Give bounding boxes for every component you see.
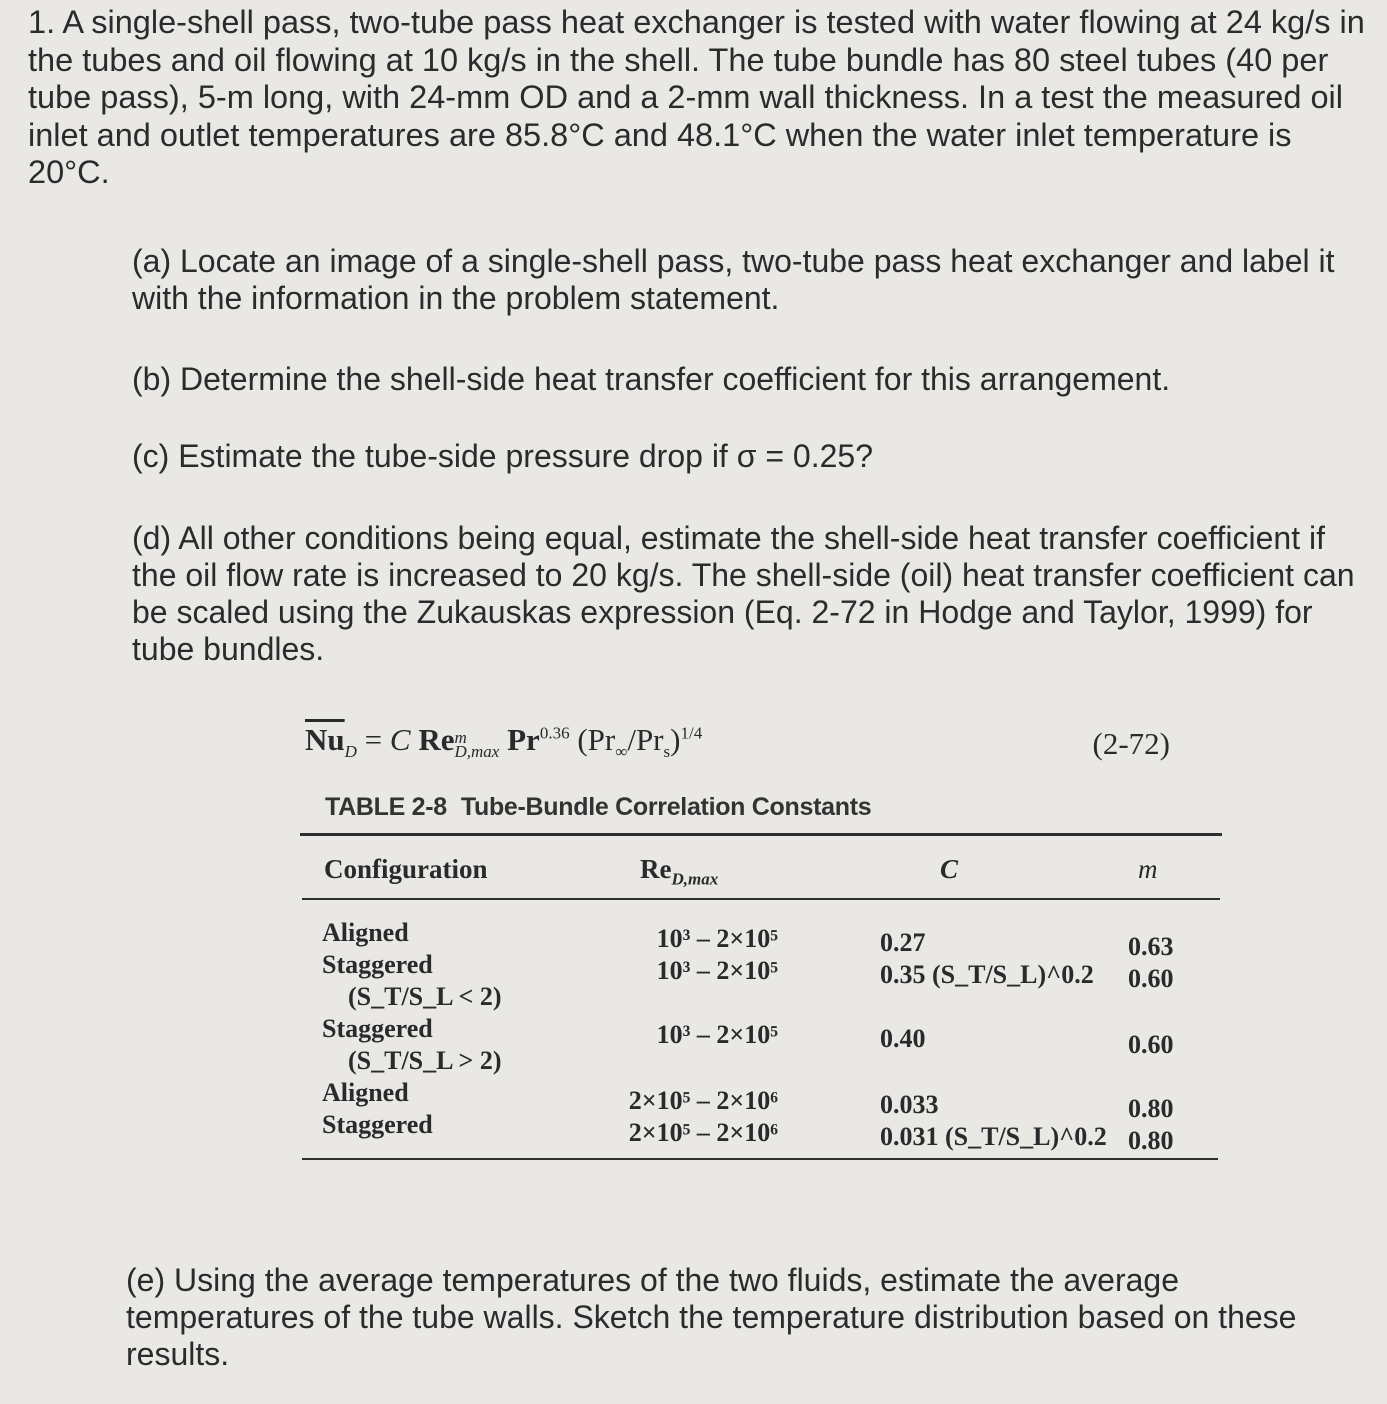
row-c: 0.033 — [880, 1090, 939, 1119]
row-reynolds: 10³ – 2×10⁵ — [656, 1020, 778, 1049]
header-m: m — [1138, 854, 1158, 884]
prandtl-exponent: 0.36 — [539, 723, 570, 743]
reynolds-exponent: m — [454, 727, 467, 747]
constant-c: C — [389, 722, 411, 757]
row-reynolds: 10³ – 2×10⁵ — [656, 924, 778, 953]
table-header-rule — [302, 898, 1220, 900]
prandtl-symbol: Pr — [507, 722, 540, 757]
table-top-rule — [300, 833, 1222, 836]
equation-number: (2-72) — [1092, 726, 1170, 761]
reynolds-symbol: Re — [418, 722, 455, 757]
row-m: 0.63 — [1128, 932, 1174, 961]
row-reynolds: 2×10⁵ – 2×10⁶ — [628, 1086, 778, 1115]
ratio-slash: /Pr — [627, 722, 664, 757]
ratio-close: ) — [670, 722, 681, 757]
header-reynolds — [640, 854, 718, 889]
row-m: 0.60 — [1128, 1030, 1174, 1059]
equation-formula — [305, 722, 702, 762]
row-c: 0.27 — [880, 928, 926, 957]
ratio-exponent: 1/4 — [680, 723, 703, 743]
header-reynolds-label: Re — [640, 854, 672, 884]
table-title: Tube-Bundle Correlation Constants — [460, 793, 872, 821]
part-b: (b) Determine the shell-side heat transfer coefficient for this arrangement. — [132, 361, 1171, 397]
infinity-subscript: ∞ — [615, 742, 628, 762]
row-c: 0.35 (S_T/S_L)^0.2 — [880, 960, 1094, 989]
header-c: C — [940, 854, 959, 884]
row-m: 0.60 — [1128, 964, 1174, 993]
part-e: (e) Using the average temperatures of the two fluids, estimate the average temperatures of the tube walls. Sketch the temperature distribution based on these results. — [126, 1262, 1297, 1372]
table-number: TABLE 2-8 — [325, 793, 447, 821]
part-a: (a) Locate an image of a single-shell pass, two-tube pass heat exchanger and label it with the information in the problem statement. — [132, 243, 1335, 316]
nusselt-symbol: $\overline{Nu}$ — [305, 722, 345, 757]
row-c: 0.031 (S_T/S_L)^0.2 — [880, 1122, 1107, 1151]
row-m: 0.80 — [1128, 1126, 1174, 1155]
row-m: 0.80 — [1128, 1094, 1174, 1123]
header-configuration: Configuration — [324, 854, 488, 884]
nusselt-subscript: D — [344, 742, 357, 762]
ratio-open: (Pr — [577, 722, 616, 757]
correlation-table — [300, 840, 1225, 1180]
table-bottom-rule — [302, 1158, 1218, 1160]
problem-statement: 1. A single-shell pass, two-tube pass heat exchanger is tested with water flowing at 24 kg/s in the tubes and oil flowing at 10 kg/s in the shell. The tube bundle has 80 steel tubes (40 per tube pass), 5-m long, with 24-mm OD and a 2-mm wall thickness. In a test the measured oil inlet and outlet temperatures are 85.8°C and 48.1°C when the water inlet temperature is 20°C. — [28, 4, 1365, 190]
zukauskas-equation — [305, 722, 1170, 768]
part-c: (c) Estimate the tube-side pressure drop if σ = 0.25? — [132, 438, 873, 474]
row-config-note: (S_T/S_L < 2) — [348, 982, 502, 1011]
row-config: Aligned — [322, 1078, 409, 1107]
row-reynolds: 10³ – 2×10⁵ — [656, 956, 778, 985]
row-reynolds: 2×10⁵ – 2×10⁶ — [628, 1118, 778, 1147]
row-config-note: (S_T/S_L > 2) — [348, 1046, 502, 1075]
row-config: Aligned — [322, 918, 409, 947]
surface-subscript: s — [663, 742, 671, 762]
header-reynolds-subscript: D,max — [671, 869, 719, 889]
row-config: Staggered — [322, 950, 433, 979]
row-config: Staggered — [322, 1014, 433, 1043]
table-caption — [325, 793, 871, 822]
row-c: 0.40 — [880, 1024, 926, 1053]
reynolds-subscript: D,max — [454, 741, 500, 761]
part-d: (d) All other conditions being equal, estimate the shell-side heat transfer coefficient if the oil flow rate is increased to 20 kg/s. The shell-side (oil) heat transfer coefficient can be scaled using the Zukauskas expression (Eq. 2-72 in Hodge and Taylor, 1999) for tube bundles. — [132, 520, 1355, 667]
equals-sign: = — [356, 722, 390, 757]
row-config: Staggered — [322, 1110, 433, 1139]
